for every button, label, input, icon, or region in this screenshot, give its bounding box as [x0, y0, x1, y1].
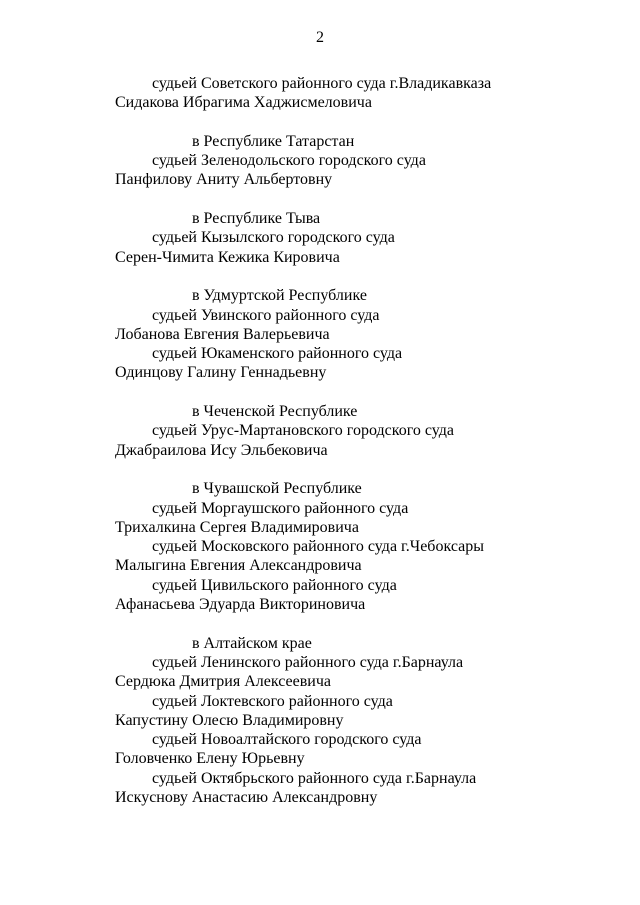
- court-line: судьей Моргаушского районного суда: [152, 499, 409, 517]
- region-section: [0, 113, 640, 190]
- region-section: [0, 614, 640, 807]
- court-line: судьей Московского районного суда г.Чебоксары: [152, 538, 484, 556]
- region-heading: в Республике Татарстан: [192, 132, 355, 150]
- court-line: судьей Цивильского районного суда: [152, 576, 397, 594]
- appointment-list: [0, 74, 640, 807]
- region-heading: в Чувашской Республике: [192, 480, 362, 498]
- judge-name: Одинцову Галину Геннадьевну: [115, 364, 327, 382]
- judge-name: Сердюка Дмитрия Алексеевича: [115, 673, 331, 691]
- judge-name: Головченко Елену Юрьевну: [115, 750, 305, 768]
- blank-line: [0, 614, 640, 633]
- region-heading: в Республике Тыва: [192, 210, 321, 228]
- judge-name: Сидакова Ибрагима Хаджисмеловича: [115, 94, 372, 112]
- region-section: [0, 267, 640, 383]
- court-line: судьей Октябрьского районного суда г.Барнаула: [152, 769, 477, 787]
- region-heading: в Удмуртской Республике: [192, 287, 367, 305]
- blank-line: [0, 113, 640, 132]
- judge-name: Лобанова Евгения Валерьевича: [115, 325, 330, 343]
- judge-name: Искуснову Анастасию Александровну: [115, 788, 378, 806]
- region-heading: в Алтайском крае: [192, 634, 312, 652]
- judge-name: Афанасьева Эдуарда Викториновича: [115, 596, 366, 614]
- judge-name: Малыгина Евгения Александровича: [115, 557, 362, 575]
- court-line: судьей Ленинского районного суда г.Барнаула: [152, 653, 464, 671]
- region-heading: в Чеченской Республике: [192, 403, 358, 421]
- blank-line: [0, 267, 640, 286]
- region-section: [0, 383, 640, 460]
- court-line: судьей Новоалтайского городского суда: [152, 731, 422, 749]
- judge-name: Серен-Чимита Кежика Кировича: [115, 248, 340, 266]
- court-line: судьей Локтевского районного суда: [152, 692, 393, 710]
- judge-name: Капустину Олесю Владимировну: [115, 711, 344, 729]
- court-line: судьей Увинского районного суда: [152, 306, 380, 324]
- judge-name: Трихалкина Сергея Владимировича: [115, 518, 359, 536]
- region-section: [0, 190, 640, 267]
- judge-name: Джабраилова Ису Эльбековича: [115, 441, 328, 459]
- court-line: судьей Юкаменского районного суда: [152, 345, 403, 363]
- court-line: судьей Советского районного суда г.Владикавказа: [152, 75, 492, 92]
- blank-line: [0, 190, 640, 209]
- court-line: судьей Кызылского городского суда: [152, 229, 395, 247]
- region-section: [0, 460, 640, 614]
- court-line: судьей Урус-Мартановского городского суда: [152, 422, 454, 440]
- judge-name: Панфилову Аниту Альбертовну: [115, 171, 333, 189]
- page-number: 2: [316, 29, 324, 46]
- blank-line: [0, 460, 640, 479]
- region-section: [0, 74, 640, 113]
- blank-line: [0, 383, 640, 402]
- court-line: судьей Зеленодольского городского суда: [152, 152, 426, 170]
